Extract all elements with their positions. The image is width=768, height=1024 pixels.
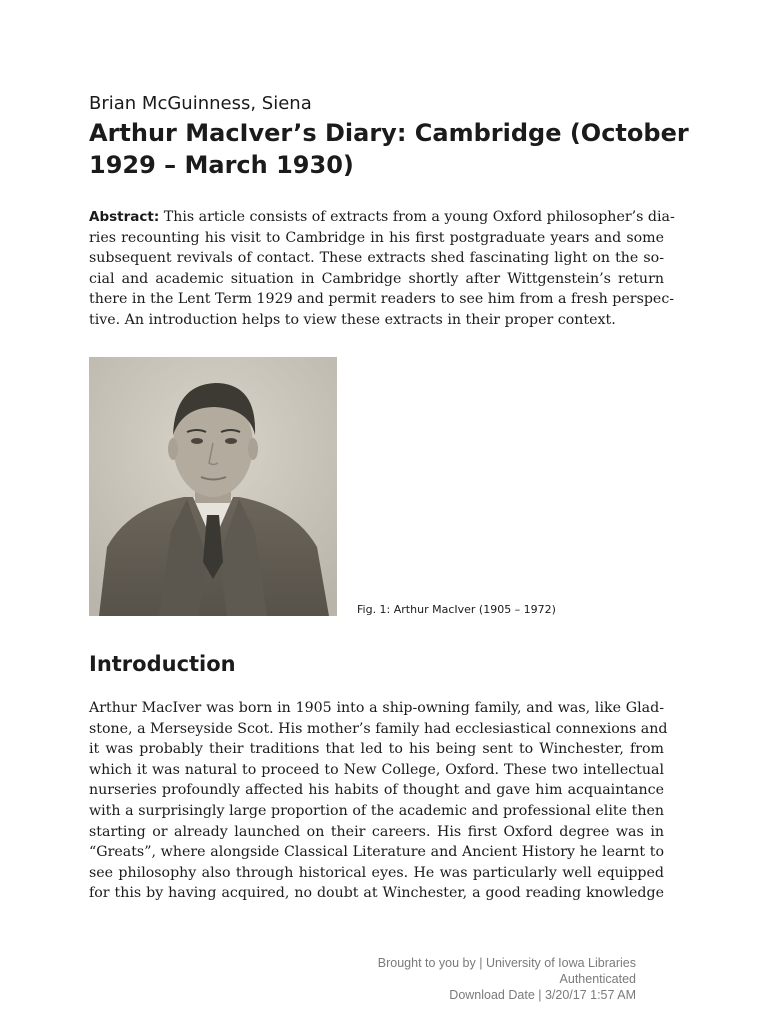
portrait-photo: [89, 357, 337, 616]
footer-line: Brought to you by | University of Iowa Libraries: [377, 956, 636, 970]
abstract-line: subsequent revivals of contact. These extracts shed fascinating light on the so-: [89, 250, 664, 267]
body-line: starting or already launched on their careers. His first Oxford degree was in: [89, 823, 664, 840]
abstract-line: cial and academic situation in Cambridge shortly after Wittgenstein’s return: [89, 270, 664, 287]
section-heading: Introduction: [89, 652, 236, 676]
abstract-label: Abstract:: [89, 209, 160, 225]
title-line: 1929 – March 1930): [89, 151, 354, 179]
abstract: [89, 207, 675, 331]
title-line: Arthur MacIver’s Diary: Cambridge (October: [89, 119, 689, 147]
body-line: with a surprisingly large proportion of the academic and professional elite then: [89, 802, 664, 819]
body-line: see philosophy also through historical eyes. He was particularly well equipped: [89, 864, 664, 881]
body-paragraph: [89, 698, 668, 904]
article-title: [89, 117, 689, 181]
footer-line: Download Date | 3/20/17 1:57 AM: [449, 988, 636, 1002]
body-line: it was probably their traditions that led to his being sent to Winchester, from: [89, 741, 664, 758]
body-line: “Greats”, where alongside Classical Literature and Ancient History he learnt to: [89, 844, 664, 861]
abstract-line: there in the Lent Term 1929 and permit readers to see him from a fresh perspec-: [89, 291, 675, 308]
abstract-line: ries recounting his visit to Cambridge in his first postgraduate years and some: [89, 229, 664, 246]
author-line: Brian McGuinness, Siena: [89, 93, 312, 114]
access-footer: [378, 955, 636, 1003]
body-line: stone, a Merseyside Scot. His mother’s family had ecclesiastical connexions and: [89, 720, 668, 737]
abstract-line: tive. An introduction helps to view these extracts in their proper context.: [89, 311, 616, 328]
abstract-line: [89, 207, 675, 228]
footer-line: Authenticated: [559, 972, 636, 986]
figure-caption: Fig. 1: Arthur MacIver (1905 – 1972): [357, 603, 556, 616]
abstract-text: This article consists of extracts from a young Oxford philosopher’s dia-: [163, 209, 675, 225]
body-line: Arthur MacIver was born in 1905 into a ship-owning family, and was, like Glad-: [89, 700, 664, 716]
body-line: for this by having acquired, no doubt at Winchester, a good reading knowledge: [89, 885, 664, 902]
body-line: nurseries profoundly affected his habits of thought and gave him acquaintance: [89, 782, 664, 799]
body-line: which it was natural to proceed to New College, Oxford. These two intellectual: [89, 761, 664, 778]
